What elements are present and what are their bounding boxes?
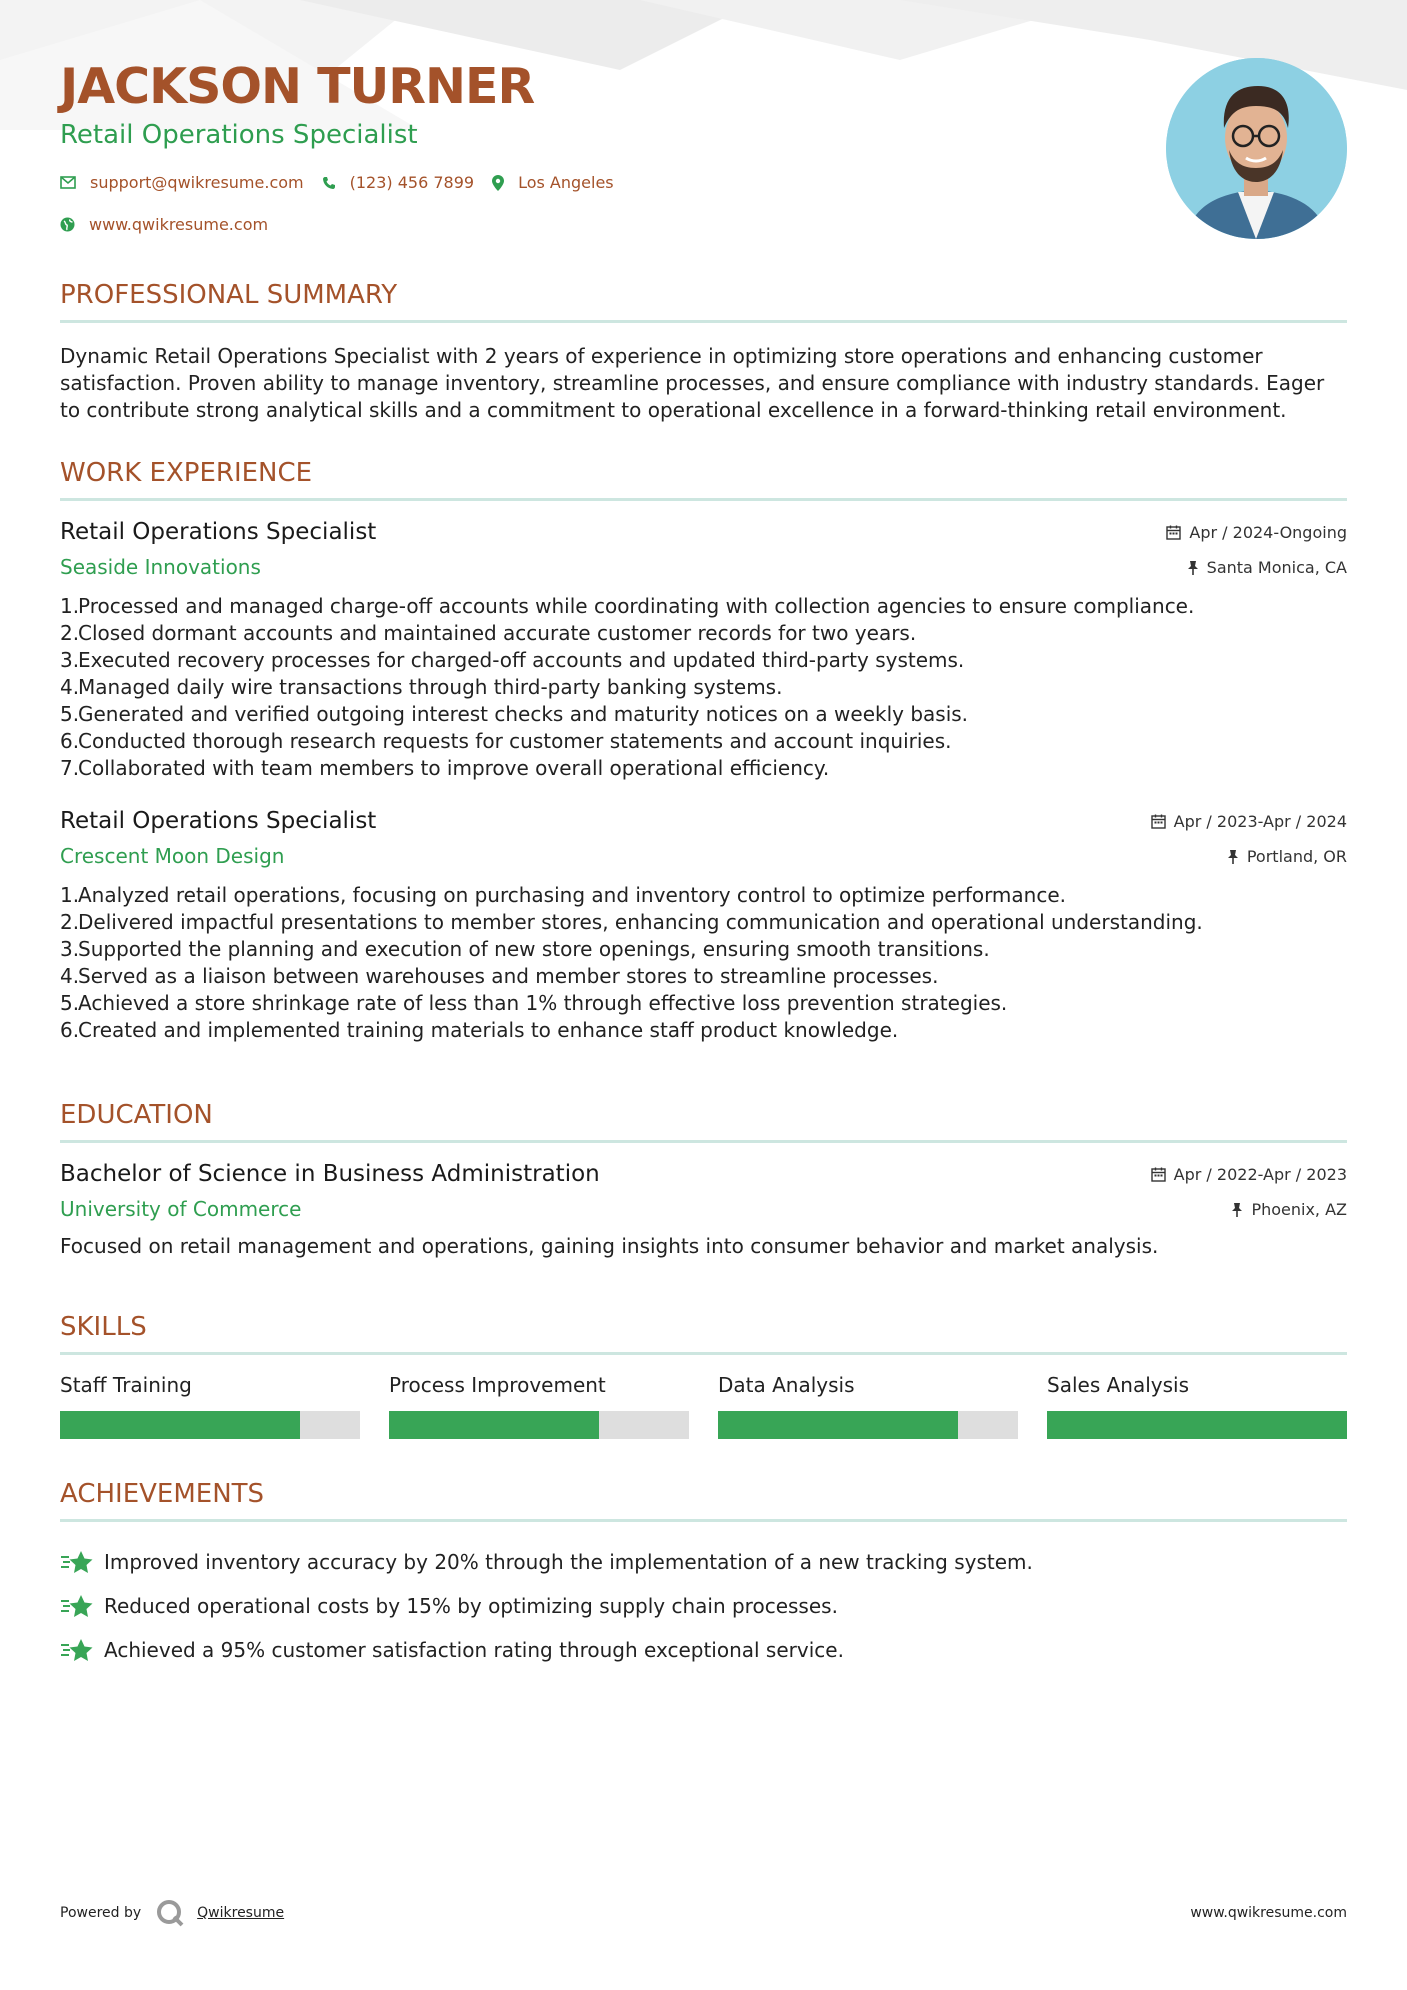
education-description: Focused on retail management and operations, gaining insights into consumer behavior and market analysis. <box>60 1234 1159 1258</box>
location-text: Los Angeles <box>518 173 614 192</box>
skill-name: Staff Training <box>60 1373 192 1397</box>
phone-number: (123) 456 7899 <box>349 173 475 192</box>
globe-icon <box>60 217 75 232</box>
contact-row-website <box>60 215 286 234</box>
list-item: 5. Achieved a store shrinkage rate of less than 1% through effective loss prevention strategies. <box>60 991 1008 1015</box>
page-footer <box>60 1898 1347 1928</box>
skill-item <box>718 1373 1018 1439</box>
calendar-icon <box>1151 814 1166 829</box>
skill-level-fill <box>389 1411 599 1439</box>
skill-name: Process Improvement <box>389 1373 606 1397</box>
skill-level-bar <box>1047 1411 1347 1439</box>
job-entry <box>60 808 1347 1044</box>
skill-name: Data Analysis <box>718 1373 855 1397</box>
summary-heading: PROFESSIONAL SUMMARY <box>60 280 1347 323</box>
job-location: Portland, OR <box>1246 846 1347 866</box>
contact-row <box>60 173 632 192</box>
pin-icon <box>1231 1202 1243 1217</box>
job-dates: Apr / 2024-Ongoing <box>1189 522 1347 542</box>
list-item: 3. Executed recovery processes for charged-off accounts and updated third-party systems. <box>60 648 965 672</box>
candidate-name: JACKSON TURNER <box>60 58 535 115</box>
education-location: Phoenix, AZ <box>1251 1199 1347 1219</box>
pin-icon <box>1227 849 1239 864</box>
powered-by-label: Powered by <box>60 1905 142 1921</box>
star-icon <box>60 1637 94 1663</box>
skills-section <box>60 1312 1347 1439</box>
skill-level-bar <box>718 1411 1018 1439</box>
summary-section <box>60 280 1347 424</box>
footer-website-link[interactable]: www.qwikresume.com <box>1190 1905 1347 1921</box>
company-name: Seaside Innovations <box>60 555 261 579</box>
education-entry <box>60 1161 1347 1260</box>
job-bullet-list <box>60 882 1347 1044</box>
list-item: 6. Conducted thorough research requests for customer statements and account inquiries. <box>60 729 952 753</box>
list-item: 1. Processed and managed charge-off accounts while coordinating with collection agencies to ensure compliance. <box>60 594 1195 618</box>
skill-level-fill <box>1047 1411 1347 1439</box>
achievements-section <box>60 1479 1347 1672</box>
phone-icon <box>322 176 336 190</box>
education-dates: Apr / 2022-Apr / 2023 <box>1173 1164 1347 1184</box>
job-bullet-list <box>60 593 1347 782</box>
experience-heading: WORK EXPERIENCE <box>60 458 1347 501</box>
website-link[interactable]: www.qwikresume.com <box>89 215 269 234</box>
candidate-title: Retail Operations Specialist <box>60 120 418 150</box>
resume-header <box>60 0 1347 260</box>
job-entry <box>60 519 1347 782</box>
star-icon <box>60 1593 94 1619</box>
list-item: 6. Created and implemented training materials to enhance staff product knowledge. <box>60 1018 899 1042</box>
list-item: 7. Collaborated with team members to improve overall operational efficiency. <box>60 756 830 780</box>
email-link[interactable]: support@qwikresume.com <box>90 173 304 192</box>
map-marker-icon <box>492 175 504 191</box>
achievement-list <box>60 1540 1347 1672</box>
achievements-heading: ACHIEVEMENTS <box>60 1479 1347 1522</box>
job-title: Retail Operations Specialist <box>60 808 377 834</box>
list-item: 4. Served as a liaison between warehouses and member stores to streamline processes. <box>60 964 939 988</box>
skill-name: Sales Analysis <box>1047 1373 1189 1397</box>
job-dates: Apr / 2023-Apr / 2024 <box>1173 811 1347 831</box>
education-heading: EDUCATION <box>60 1100 1347 1143</box>
envelope-icon <box>60 176 76 189</box>
profile-photo <box>1166 58 1347 239</box>
skills-heading: SKILLS <box>60 1312 1347 1355</box>
job-location: Santa Monica, CA <box>1206 557 1347 577</box>
list-item: Improved inventory accuracy by 20% through the implementation of a new tracking system. <box>60 1540 1347 1584</box>
list-item: 4. Managed daily wire transactions through third-party banking systems. <box>60 675 783 699</box>
degree-title: Bachelor of Science in Business Administration <box>60 1161 600 1187</box>
skill-level-fill <box>718 1411 958 1439</box>
skill-item <box>389 1373 689 1439</box>
experience-section <box>60 458 1347 1044</box>
skill-level-bar <box>389 1411 689 1439</box>
school-name: University of Commerce <box>60 1197 302 1221</box>
skill-item <box>60 1373 360 1439</box>
list-item: 5. Generated and verified outgoing interest checks and maturity notices on a weekly basis. <box>60 702 969 726</box>
list-item: 2. Closed dormant accounts and maintained accurate customer records for two years. <box>60 621 917 645</box>
qwikresume-link[interactable]: Qwikresume <box>197 1905 285 1921</box>
skill-level-bar <box>60 1411 360 1439</box>
calendar-icon <box>1166 525 1181 540</box>
summary-text: Dynamic Retail Operations Specialist with 2 years of experience in optimizing store operations and enhancing customer satisfaction. Proven ability to manage inventory, streamline processes, and ensure compliance with industry standards. Eager to contribute strong analytical skills and a commitment to operational excellence in a forward-thinking retail environment. <box>60 344 1325 422</box>
qwikresume-logo-icon <box>155 1898 185 1928</box>
star-icon <box>60 1549 94 1575</box>
company-name: Crescent Moon Design <box>60 844 285 868</box>
pin-icon <box>1187 560 1199 575</box>
list-item: Reduced operational costs by 15% by optimizing supply chain processes. <box>60 1584 1347 1628</box>
list-item: 2. Delivered impactful presentations to member stores, enhancing communication and operational understanding. <box>60 910 1203 934</box>
calendar-icon <box>1151 1167 1166 1182</box>
skill-item <box>1047 1373 1347 1439</box>
education-section <box>60 1100 1347 1260</box>
job-title: Retail Operations Specialist <box>60 519 377 545</box>
list-item: 3. Supported the planning and execution of new store openings, ensuring smooth transitions. <box>60 937 990 961</box>
skills-list <box>60 1373 1347 1439</box>
list-item: 1. Analyzed retail operations, focusing on purchasing and inventory control to optimize performance. <box>60 883 1067 907</box>
skill-level-fill <box>60 1411 300 1439</box>
list-item: Achieved a 95% customer satisfaction rating through exceptional service. <box>60 1628 1347 1672</box>
